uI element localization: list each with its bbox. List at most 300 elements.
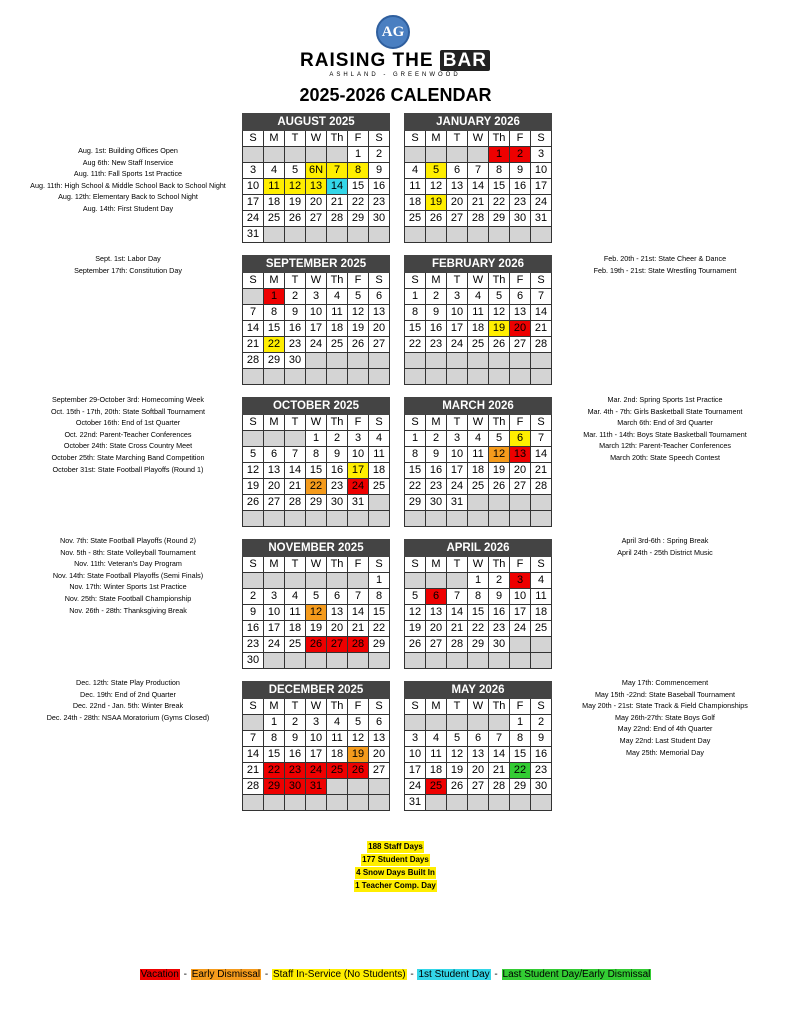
day-cell: 5 bbox=[285, 163, 306, 179]
day-cell: 9 bbox=[243, 605, 264, 621]
notes-february bbox=[545, 253, 785, 276]
day-cell: 26 bbox=[405, 637, 426, 653]
empty-day-cell bbox=[369, 353, 390, 369]
day-cell: 23 bbox=[489, 621, 510, 637]
empty-day-cell bbox=[426, 369, 447, 385]
empty-day-cell bbox=[306, 369, 327, 385]
day-cell: 22 bbox=[510, 763, 531, 779]
day-cell: 28 bbox=[468, 211, 489, 227]
note-line: April 24th - 25th District Music bbox=[617, 547, 713, 557]
weekday-header: S bbox=[405, 557, 426, 573]
notes-march bbox=[545, 394, 785, 464]
weekday-header: M bbox=[426, 699, 447, 715]
day-cell: 20 bbox=[468, 763, 489, 779]
day-cell: 4 bbox=[468, 289, 489, 305]
day-cell: 15 bbox=[306, 463, 327, 479]
empty-day-cell bbox=[489, 227, 510, 243]
empty-day-cell bbox=[447, 353, 468, 369]
note-line: May 15th -22nd: State Baseball Tournament bbox=[594, 689, 736, 699]
day-cell: 18 bbox=[531, 605, 552, 621]
day-cell: 14 bbox=[531, 305, 552, 321]
empty-day-cell bbox=[243, 289, 264, 305]
empty-day-cell bbox=[327, 779, 348, 795]
weekday-header: S bbox=[531, 557, 552, 573]
day-cell: 16 bbox=[285, 747, 306, 763]
note-line: Aug. 12th: Elementary Back to School Night bbox=[58, 192, 198, 202]
empty-day-cell bbox=[285, 227, 306, 243]
day-cell: 24 bbox=[531, 195, 552, 211]
day-cell: 10 bbox=[243, 179, 264, 195]
day-cell: 11 bbox=[426, 747, 447, 763]
day-cell: 2 bbox=[489, 573, 510, 589]
weekday-header: S bbox=[369, 273, 390, 289]
day-cell: 12 bbox=[405, 605, 426, 621]
weekday-header: S bbox=[531, 699, 552, 715]
empty-day-cell bbox=[447, 795, 468, 811]
day-cell: 16 bbox=[327, 463, 348, 479]
day-cell: 23 bbox=[327, 479, 348, 495]
empty-day-cell bbox=[405, 147, 426, 163]
day-cell: 24 bbox=[447, 337, 468, 353]
day-cell: 18 bbox=[264, 195, 285, 211]
day-cell: 6 bbox=[447, 163, 468, 179]
weekday-header: Th bbox=[327, 415, 348, 431]
day-cell: 17 bbox=[306, 321, 327, 337]
month-title: SEPTEMBER 2025 bbox=[243, 256, 390, 273]
empty-day-cell bbox=[306, 795, 327, 811]
day-cell: 16 bbox=[426, 321, 447, 337]
empty-day-cell bbox=[243, 573, 264, 589]
weekday-header: T bbox=[447, 131, 468, 147]
empty-day-cell bbox=[510, 511, 531, 527]
day-cell: 5 bbox=[426, 163, 447, 179]
day-cell: 21 bbox=[327, 195, 348, 211]
empty-day-cell bbox=[243, 369, 264, 385]
day-cell: 17 bbox=[405, 763, 426, 779]
empty-day-cell bbox=[369, 495, 390, 511]
empty-day-cell bbox=[468, 369, 489, 385]
day-cell: 25 bbox=[327, 763, 348, 779]
day-cell: 30 bbox=[243, 653, 264, 669]
day-cell: 15 bbox=[510, 747, 531, 763]
day-cell: 25 bbox=[264, 211, 285, 227]
weekday-header: F bbox=[348, 699, 369, 715]
note-line: May 22nd: End of 4th Quarter bbox=[617, 724, 713, 734]
month-title: OCTOBER 2025 bbox=[243, 398, 390, 415]
day-cell: 3 bbox=[348, 431, 369, 447]
day-cell: 1 bbox=[264, 289, 285, 305]
empty-day-cell bbox=[510, 795, 531, 811]
day-cell: 8 bbox=[306, 447, 327, 463]
day-cell: 16 bbox=[510, 179, 531, 195]
weekday-header: S bbox=[243, 415, 264, 431]
day-cell: 15 bbox=[405, 321, 426, 337]
day-cell: 8 bbox=[369, 589, 390, 605]
day-cell: 22 bbox=[405, 479, 426, 495]
day-cell: 21 bbox=[531, 463, 552, 479]
notes-october bbox=[13, 394, 243, 475]
empty-day-cell bbox=[510, 637, 531, 653]
empty-day-cell bbox=[489, 495, 510, 511]
empty-day-cell bbox=[405, 227, 426, 243]
empty-day-cell bbox=[369, 511, 390, 527]
weekday-header: T bbox=[447, 415, 468, 431]
day-cell: 5 bbox=[447, 731, 468, 747]
day-cell: 18 bbox=[468, 463, 489, 479]
day-cell: 24 bbox=[348, 479, 369, 495]
day-cell: 27 bbox=[510, 337, 531, 353]
day-cell: 7 bbox=[243, 305, 264, 321]
weekday-header: M bbox=[426, 273, 447, 289]
day-cell: 9 bbox=[426, 305, 447, 321]
legend-separator: - bbox=[491, 969, 501, 980]
day-cell: 20 bbox=[447, 195, 468, 211]
day-cell: 29 bbox=[489, 211, 510, 227]
day-cell: 18 bbox=[327, 747, 348, 763]
day-cell: 20 bbox=[306, 195, 327, 211]
day-cell: 12 bbox=[348, 731, 369, 747]
empty-day-cell bbox=[405, 715, 426, 731]
note-line: September 29-October 3rd: Homecoming Week bbox=[51, 395, 205, 404]
day-cell: 2 bbox=[426, 289, 447, 305]
weekday-header: Th bbox=[489, 273, 510, 289]
weekday-header: M bbox=[264, 131, 285, 147]
empty-day-cell bbox=[369, 779, 390, 795]
day-cell: 23 bbox=[531, 763, 552, 779]
day-cell: 14 bbox=[327, 179, 348, 195]
note-line: Feb. 19th - 21st: State Wrestling Tournament bbox=[593, 265, 737, 275]
empty-day-cell bbox=[285, 795, 306, 811]
day-count-summary bbox=[0, 836, 791, 888]
legend-separator: - bbox=[262, 969, 271, 980]
day-cell: 21 bbox=[243, 337, 264, 353]
day-cell: 29 bbox=[306, 495, 327, 511]
empty-day-cell bbox=[531, 795, 552, 811]
notes-september bbox=[13, 253, 243, 276]
weekday-header: F bbox=[510, 699, 531, 715]
day-cell: 26 bbox=[306, 637, 327, 653]
month-title: FEBRUARY 2026 bbox=[405, 256, 552, 273]
day-cell: 22 bbox=[306, 479, 327, 495]
day-cell: 7 bbox=[531, 289, 552, 305]
empty-day-cell bbox=[264, 147, 285, 163]
weekday-header: S bbox=[405, 131, 426, 147]
note-line: May 22nd: Last Student Day bbox=[619, 735, 711, 745]
empty-day-cell bbox=[348, 653, 369, 669]
empty-day-cell bbox=[327, 353, 348, 369]
day-cell: 29 bbox=[264, 779, 285, 795]
note-line: Nov. 26th - 28th: Thanksgiving Break bbox=[69, 605, 187, 615]
empty-day-cell bbox=[489, 369, 510, 385]
empty-day-cell bbox=[468, 715, 489, 731]
day-cell: 10 bbox=[405, 747, 426, 763]
weekday-header: M bbox=[426, 557, 447, 573]
legend-early-dismissal: Early Dismissal bbox=[191, 969, 261, 980]
day-cell: 23 bbox=[510, 195, 531, 211]
weekday-header: M bbox=[426, 415, 447, 431]
day-cell: 8 bbox=[264, 305, 285, 321]
note-line: March 12th: Parent-Teacher Conferences bbox=[599, 441, 731, 451]
empty-day-cell bbox=[426, 573, 447, 589]
logo-wordmark bbox=[300, 51, 490, 71]
weekday-header: F bbox=[510, 415, 531, 431]
day-cell: 18 bbox=[327, 321, 348, 337]
day-cell: 21 bbox=[285, 479, 306, 495]
empty-day-cell bbox=[447, 715, 468, 731]
weekday-header: W bbox=[306, 699, 327, 715]
day-cell: 6 bbox=[264, 447, 285, 463]
empty-day-cell bbox=[468, 227, 489, 243]
day-cell: 31 bbox=[306, 779, 327, 795]
day-cell: 5 bbox=[348, 289, 369, 305]
day-cell: 3 bbox=[306, 289, 327, 305]
day-cell: 14 bbox=[447, 605, 468, 621]
weekday-header: W bbox=[468, 131, 489, 147]
empty-day-cell bbox=[531, 511, 552, 527]
day-cell: 26 bbox=[489, 479, 510, 495]
day-cell: 21 bbox=[489, 763, 510, 779]
note-line: October 24th: State Cross Country Meet bbox=[63, 441, 193, 451]
day-cell: 2 bbox=[426, 431, 447, 447]
day-cell: 28 bbox=[285, 495, 306, 511]
day-cell: 16 bbox=[489, 605, 510, 621]
day-cell: 18 bbox=[426, 763, 447, 779]
day-cell: 2 bbox=[285, 289, 306, 305]
day-cell: 9 bbox=[531, 731, 552, 747]
day-cell: 19 bbox=[348, 321, 369, 337]
weekday-header: S bbox=[405, 415, 426, 431]
day-cell: 21 bbox=[468, 195, 489, 211]
empty-day-cell bbox=[348, 227, 369, 243]
day-cell: 28 bbox=[243, 779, 264, 795]
day-cell: 8 bbox=[348, 163, 369, 179]
empty-day-cell bbox=[306, 227, 327, 243]
day-cell: 31 bbox=[531, 211, 552, 227]
day-cell: 6 bbox=[510, 431, 531, 447]
weekday-header: T bbox=[285, 415, 306, 431]
day-cell: 10 bbox=[348, 447, 369, 463]
day-cell: 14 bbox=[489, 747, 510, 763]
day-cell: 1 bbox=[348, 147, 369, 163]
day-cell: 20 bbox=[369, 747, 390, 763]
note-line: May 17th: Commencement bbox=[621, 678, 709, 687]
day-cell: 27 bbox=[447, 211, 468, 227]
day-cell: 13 bbox=[369, 731, 390, 747]
weekday-header: S bbox=[531, 273, 552, 289]
day-cell: 24 bbox=[264, 637, 285, 653]
empty-day-cell bbox=[426, 227, 447, 243]
legend-staff-inservice: Staff In-Service (No Students) bbox=[272, 969, 406, 980]
day-cell: 30 bbox=[369, 211, 390, 227]
note-line: Dec. 19th: End of 2nd Quarter bbox=[80, 689, 176, 699]
day-cell: 11 bbox=[369, 447, 390, 463]
empty-day-cell bbox=[306, 147, 327, 163]
weekday-header: S bbox=[405, 273, 426, 289]
day-cell: 30 bbox=[489, 637, 510, 653]
day-cell: 3 bbox=[264, 589, 285, 605]
weekday-header: W bbox=[306, 415, 327, 431]
day-cell: 19 bbox=[306, 621, 327, 637]
weekday-header: S bbox=[369, 699, 390, 715]
weekday-header: Th bbox=[489, 557, 510, 573]
day-cell: 7 bbox=[243, 731, 264, 747]
note-line: Nov. 25th: State Football Championship bbox=[64, 593, 192, 603]
day-cell: 3 bbox=[306, 715, 327, 731]
weekday-header: M bbox=[264, 699, 285, 715]
empty-day-cell bbox=[405, 653, 426, 669]
day-cell: 28 bbox=[348, 637, 369, 653]
day-cell: 13 bbox=[510, 447, 531, 463]
summary-snow-days: 4 Snow Days Built In bbox=[356, 868, 435, 877]
day-cell: 28 bbox=[447, 637, 468, 653]
empty-day-cell bbox=[426, 795, 447, 811]
day-cell: 16 bbox=[243, 621, 264, 637]
weekday-header: S bbox=[243, 699, 264, 715]
empty-day-cell bbox=[405, 511, 426, 527]
day-cell: 31 bbox=[348, 495, 369, 511]
day-cell: 12 bbox=[243, 463, 264, 479]
day-cell: 18 bbox=[369, 463, 390, 479]
day-cell: 1 bbox=[489, 147, 510, 163]
weekday-header: F bbox=[348, 273, 369, 289]
day-cell: 13 bbox=[447, 179, 468, 195]
empty-day-cell bbox=[285, 653, 306, 669]
weekday-header: Th bbox=[327, 699, 348, 715]
day-cell: 27 bbox=[369, 337, 390, 353]
day-cell: 15 bbox=[405, 463, 426, 479]
day-cell: 1 bbox=[369, 573, 390, 589]
day-cell: 19 bbox=[447, 763, 468, 779]
day-cell: 4 bbox=[426, 731, 447, 747]
note-line: Sept. 1st: Labor Day bbox=[95, 254, 161, 263]
day-cell: 29 bbox=[264, 353, 285, 369]
empty-day-cell bbox=[489, 653, 510, 669]
weekday-header: S bbox=[369, 557, 390, 573]
day-cell: 26 bbox=[489, 337, 510, 353]
day-cell: 7 bbox=[531, 431, 552, 447]
day-cell: 14 bbox=[531, 447, 552, 463]
day-cell: 23 bbox=[426, 479, 447, 495]
day-cell: 21 bbox=[348, 621, 369, 637]
day-cell: 15 bbox=[348, 179, 369, 195]
day-cell: 27 bbox=[327, 637, 348, 653]
day-cell: 21 bbox=[447, 621, 468, 637]
day-cell: 28 bbox=[531, 337, 552, 353]
day-cell: 29 bbox=[348, 211, 369, 227]
legend-vacation: Vacation bbox=[140, 969, 179, 980]
day-cell: 31 bbox=[243, 227, 264, 243]
empty-day-cell bbox=[468, 653, 489, 669]
day-cell: 23 bbox=[285, 763, 306, 779]
empty-day-cell bbox=[369, 653, 390, 669]
day-cell: 13 bbox=[468, 747, 489, 763]
weekday-header: W bbox=[468, 557, 489, 573]
weekday-header: S bbox=[243, 273, 264, 289]
notes-may bbox=[545, 677, 785, 758]
day-cell: 4 bbox=[327, 715, 348, 731]
empty-day-cell bbox=[531, 637, 552, 653]
day-cell: 11 bbox=[468, 447, 489, 463]
day-cell: 27 bbox=[369, 763, 390, 779]
weekday-header: S bbox=[369, 131, 390, 147]
day-cell: 8 bbox=[405, 447, 426, 463]
empty-day-cell bbox=[285, 431, 306, 447]
day-cell: 13 bbox=[426, 605, 447, 621]
day-cell: 11 bbox=[405, 179, 426, 195]
weekday-header: Th bbox=[489, 699, 510, 715]
day-cell: 5 bbox=[405, 589, 426, 605]
empty-day-cell bbox=[327, 369, 348, 385]
day-cell: 9 bbox=[285, 305, 306, 321]
day-cell: 18 bbox=[285, 621, 306, 637]
empty-day-cell bbox=[405, 353, 426, 369]
day-cell: 4 bbox=[405, 163, 426, 179]
day-cell: 17 bbox=[531, 179, 552, 195]
month-calendar-october-2025 bbox=[242, 397, 390, 527]
day-cell: 10 bbox=[306, 731, 327, 747]
empty-day-cell bbox=[327, 147, 348, 163]
empty-day-cell bbox=[531, 495, 552, 511]
empty-day-cell bbox=[306, 511, 327, 527]
empty-day-cell bbox=[426, 147, 447, 163]
day-cell: 6 bbox=[510, 289, 531, 305]
school-logo bbox=[300, 15, 490, 77]
day-cell: 15 bbox=[489, 179, 510, 195]
day-cell: 24 bbox=[306, 337, 327, 353]
day-cell: 2 bbox=[285, 715, 306, 731]
empty-day-cell bbox=[264, 795, 285, 811]
day-cell: 30 bbox=[426, 495, 447, 511]
day-cell: 20 bbox=[264, 479, 285, 495]
empty-day-cell bbox=[531, 369, 552, 385]
day-cell: 15 bbox=[264, 321, 285, 337]
day-cell: 24 bbox=[510, 621, 531, 637]
empty-day-cell bbox=[306, 653, 327, 669]
day-cell: 14 bbox=[285, 463, 306, 479]
weekday-header: T bbox=[285, 557, 306, 573]
day-cell: 12 bbox=[489, 305, 510, 321]
month-calendar-february-2026 bbox=[404, 255, 552, 385]
weekday-header: F bbox=[510, 131, 531, 147]
month-title: JANUARY 2026 bbox=[405, 114, 552, 131]
note-line: May 25th: Memorial Day bbox=[626, 747, 704, 757]
note-line: April 3rd-6th : Spring Break bbox=[621, 536, 709, 545]
note-line: Feb. 20th - 21st: State Cheer & Dance bbox=[603, 254, 727, 263]
day-cell: 2 bbox=[243, 589, 264, 605]
empty-day-cell bbox=[510, 369, 531, 385]
empty-day-cell bbox=[285, 573, 306, 589]
weekday-header: M bbox=[264, 557, 285, 573]
weekday-header: Th bbox=[327, 131, 348, 147]
day-cell: 11 bbox=[468, 305, 489, 321]
empty-day-cell bbox=[405, 573, 426, 589]
day-cell: 25 bbox=[285, 637, 306, 653]
day-cell: 17 bbox=[447, 463, 468, 479]
logo-name-part1: RAISING THE bbox=[300, 50, 440, 71]
day-cell: 11 bbox=[285, 605, 306, 621]
day-cell: 13 bbox=[327, 605, 348, 621]
weekday-header: T bbox=[285, 131, 306, 147]
day-cell: 30 bbox=[531, 779, 552, 795]
weekday-header: T bbox=[285, 699, 306, 715]
day-cell: 24 bbox=[447, 479, 468, 495]
day-cell: 6 bbox=[426, 589, 447, 605]
note-line: Dec. 22nd - Jan. 5th: Winter Break bbox=[72, 701, 184, 711]
empty-day-cell bbox=[327, 653, 348, 669]
day-cell: 6 bbox=[369, 289, 390, 305]
day-cell: 2 bbox=[369, 147, 390, 163]
day-cell: 10 bbox=[447, 447, 468, 463]
